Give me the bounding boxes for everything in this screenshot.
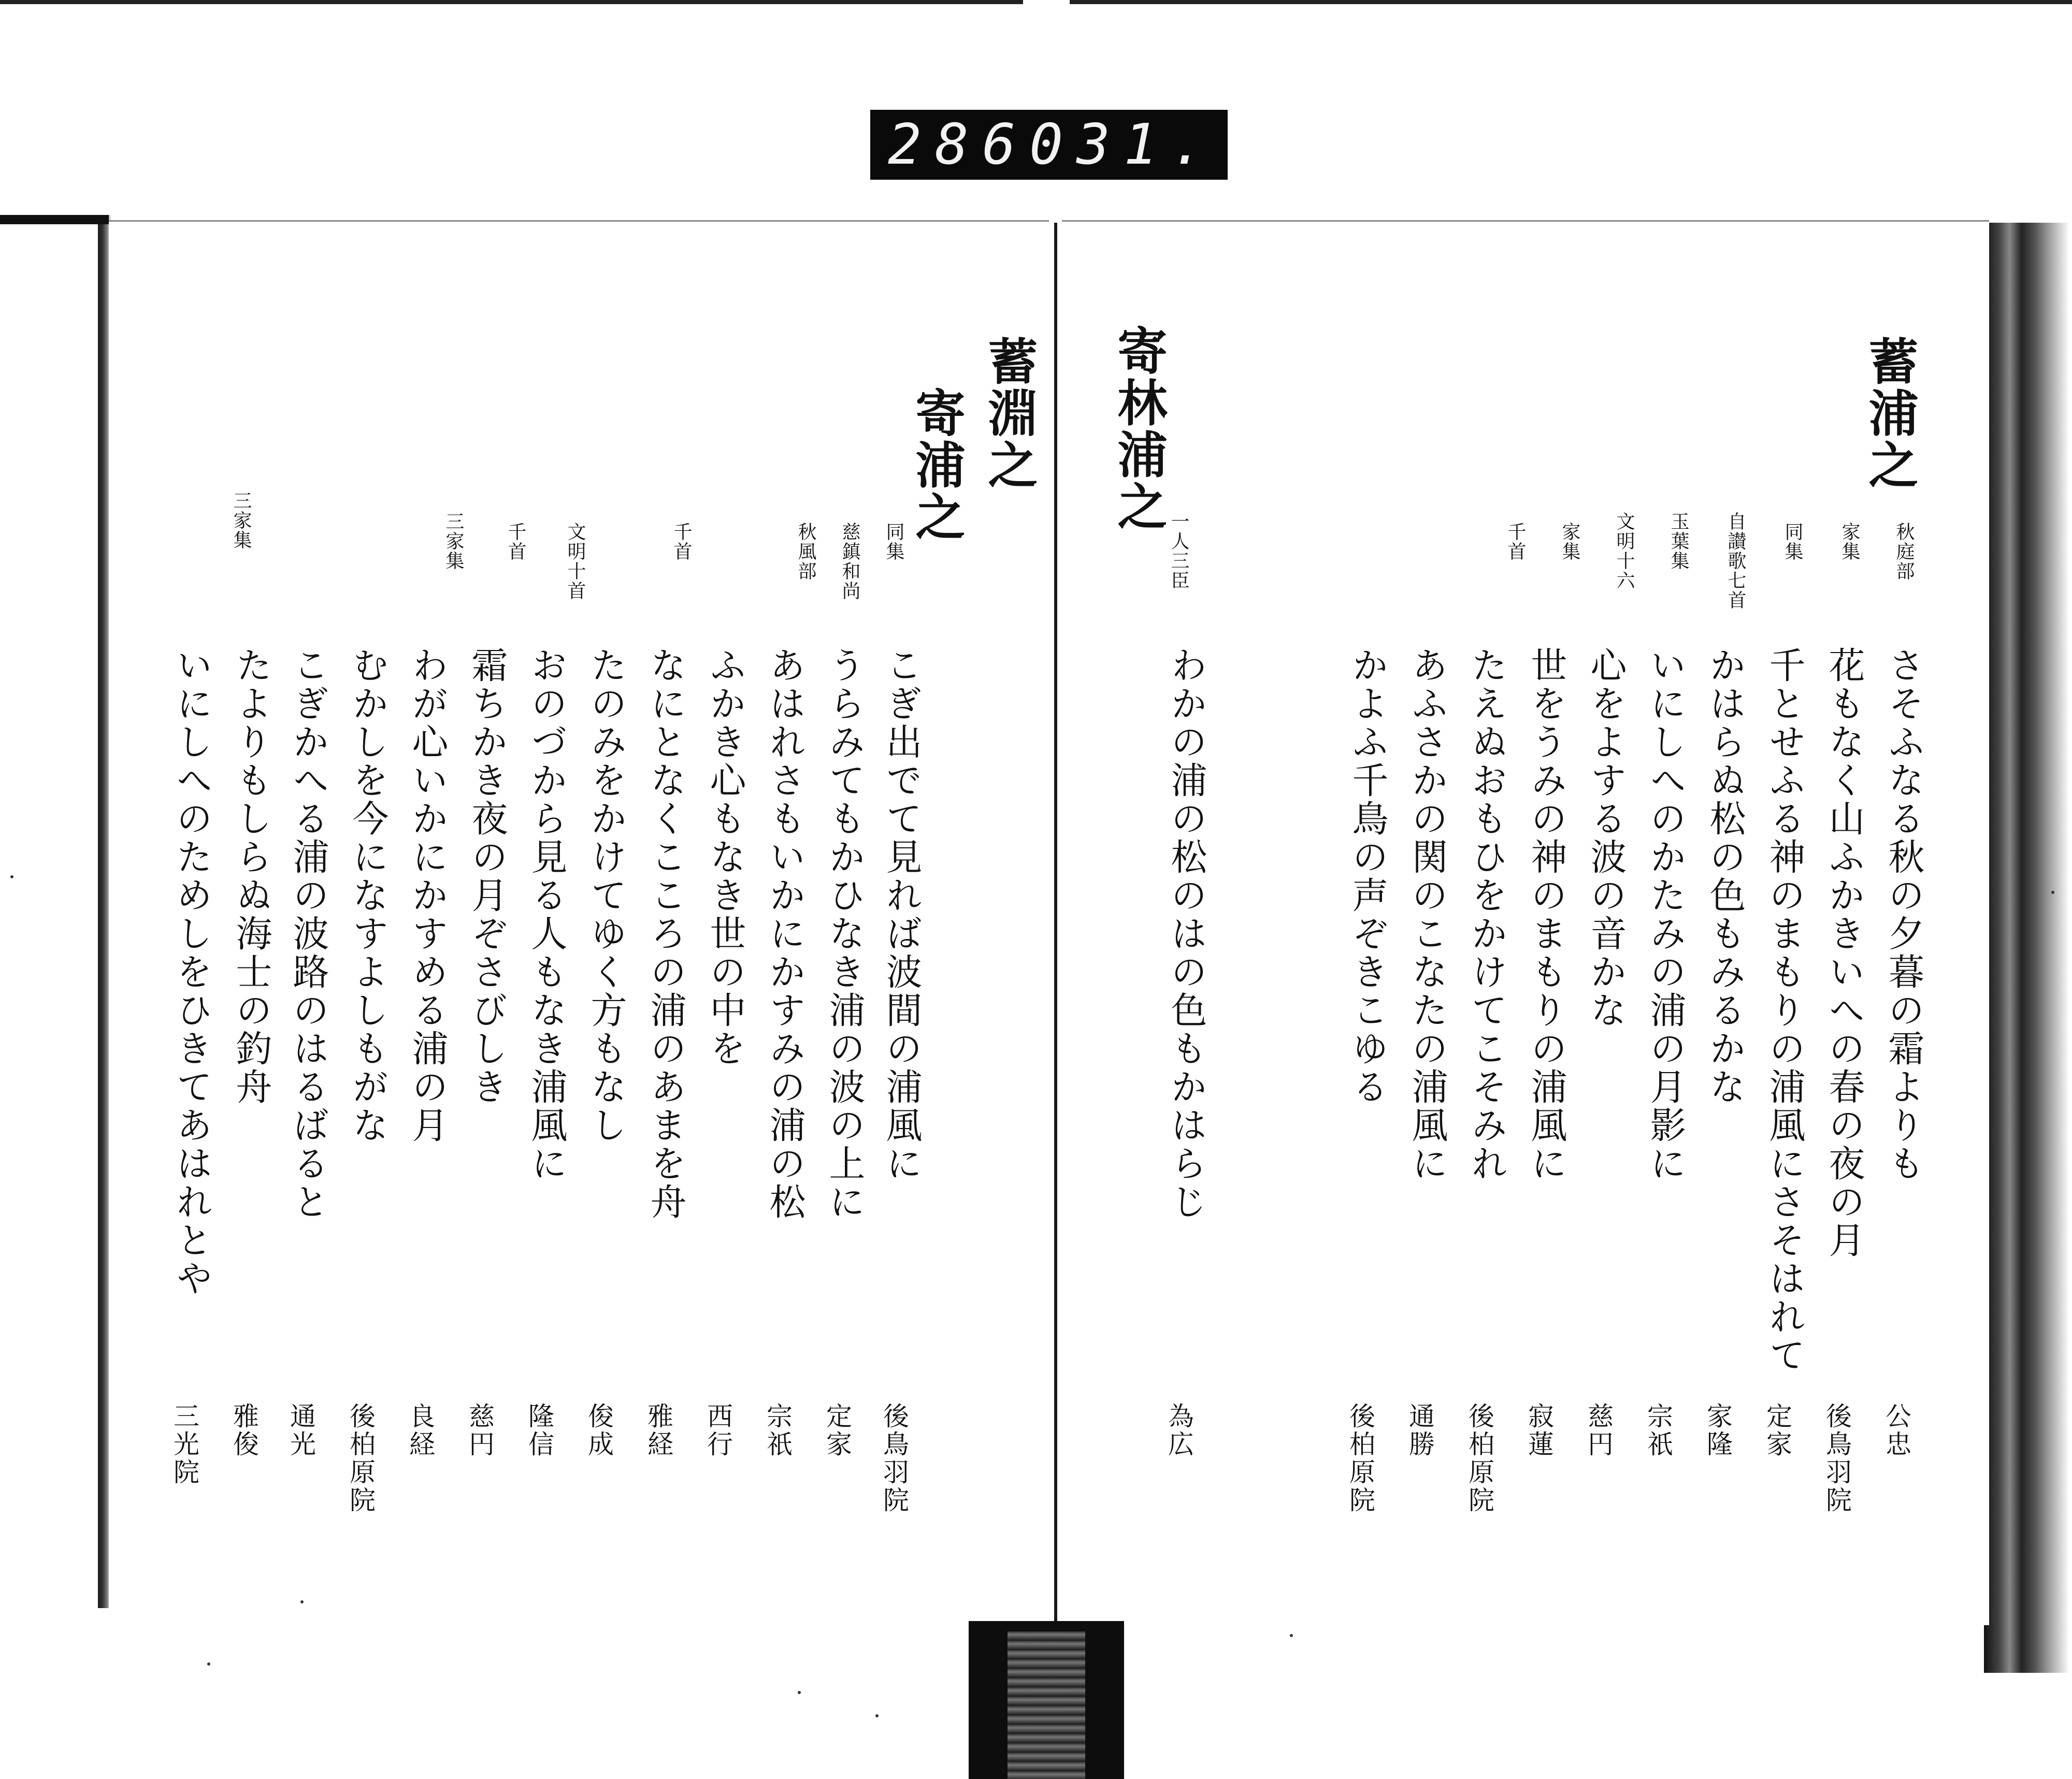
left-verse: うらみてもかひなき浦の波の上に xyxy=(823,646,866,1221)
left-author: 三光院 xyxy=(169,1402,199,1486)
left-author: 西行 xyxy=(703,1402,733,1458)
open-book xyxy=(0,207,2072,1779)
scan-speck xyxy=(300,1600,304,1603)
left-verse: こぎかへる浦の波路のはるばると xyxy=(287,646,329,1221)
left-author: 隆信 xyxy=(524,1402,554,1458)
right-page-subtitle: 寄林浦之 xyxy=(1110,325,1168,532)
right-author: 慈円 xyxy=(1584,1402,1614,1458)
left-verse: いにしへのためしをひきてあはれとや xyxy=(170,646,213,1298)
left-verse: あはれさもいかにかすみの浦の松 xyxy=(764,646,806,1221)
left-author: 雅経 xyxy=(643,1402,673,1458)
left-verse: こぎ出でて見れば波間の浦風に xyxy=(880,646,923,1183)
left-author: 通光 xyxy=(286,1402,316,1458)
right-author: 為広 xyxy=(1164,1402,1194,1458)
left-page-edge xyxy=(0,215,111,1608)
right-verse: さそふなる秋の夕暮の霜よりも xyxy=(1882,646,1925,1183)
right-verse: あふさかの関のこなたの浦風に xyxy=(1406,646,1448,1183)
right-label: 同集 xyxy=(1782,522,1803,561)
right-author: 宗祇 xyxy=(1643,1402,1673,1458)
left-author: 後柏原院 xyxy=(346,1402,376,1514)
left-author: 良経 xyxy=(405,1402,435,1458)
left-label: 秋風部 xyxy=(795,522,816,581)
right-verse: わかの浦の松のはの色もかはらじ xyxy=(1165,646,1207,1221)
scan-speck xyxy=(875,1714,879,1717)
right-page-title: 蓄浦之 xyxy=(1861,336,1919,491)
right-page xyxy=(1062,220,1989,1625)
left-page-title: 蓄淵之 xyxy=(980,336,1039,491)
right-author: 後柏原院 xyxy=(1345,1402,1375,1514)
left-label: 文明十首 xyxy=(565,522,586,601)
right-page-edge xyxy=(1984,223,2069,1673)
right-author: 寂蓮 xyxy=(1524,1402,1554,1458)
right-author: 公忠 xyxy=(1881,1402,1911,1458)
right-author: 通勝 xyxy=(1405,1402,1435,1458)
frame-counter-left: 286 xyxy=(888,112,1030,177)
scan-speck xyxy=(1290,1634,1293,1637)
left-verse: 霜ちかき夜の月ぞさびしき xyxy=(466,646,508,1106)
left-author: 定家 xyxy=(822,1402,852,1458)
microfilm-frame-counter xyxy=(870,110,1228,180)
left-page-edge-top xyxy=(0,215,109,224)
right-verse: かよふ千鳥の声ぞきこゆる xyxy=(1346,646,1389,1106)
right-verse: いにしへのかたみの浦の月影に xyxy=(1644,646,1687,1183)
scan-speck xyxy=(207,1662,210,1666)
right-author: 後柏原院 xyxy=(1464,1402,1494,1514)
left-verse: たのみをかけてゆく方もなし xyxy=(585,646,627,1145)
left-label: 同集 xyxy=(883,522,904,561)
top-rule-gap xyxy=(1023,0,1070,4)
left-verse: むかしを今になすよしもがな xyxy=(347,646,389,1145)
left-verse: ふかき心もなき世の中を xyxy=(704,646,746,1068)
right-label: 玉葉集 xyxy=(1668,512,1689,571)
left-label: 慈鎮和尚 xyxy=(839,522,860,601)
left-verse: わが心いかにかすめる浦の月 xyxy=(406,646,449,1145)
left-label: 三家集 xyxy=(231,491,252,550)
scan-speck xyxy=(10,875,13,878)
scan-speck xyxy=(798,1691,801,1694)
book-gutter xyxy=(1054,223,1057,1621)
right-verse: たえぬおもひをかけてこそみれ xyxy=(1465,646,1508,1183)
left-author: 俊成 xyxy=(584,1402,614,1458)
right-label: 自讃歌七首 xyxy=(1725,512,1746,610)
left-page-subtitle: 寄浦之 xyxy=(908,387,966,543)
left-label: 千首 xyxy=(671,522,692,561)
right-verse: 世をうみの神のまもりの浦風に xyxy=(1525,646,1567,1183)
left-label: 千首 xyxy=(505,522,526,561)
right-verse: かはらぬ松の色もみるかな xyxy=(1704,646,1746,1106)
right-label: 秋庭部 xyxy=(1893,522,1915,581)
left-author: 後鳥羽院 xyxy=(879,1402,909,1514)
left-verse: たよりもしらぬ海士の釣舟 xyxy=(230,646,272,1106)
right-verse: 花もなく山ふかきいへの春の夜の月 xyxy=(1823,646,1865,1260)
right-label: 家集 xyxy=(1839,522,1860,561)
left-verse: おのづから見る人もなき浦風に xyxy=(525,646,568,1183)
left-page xyxy=(109,220,1049,1625)
right-verse: 千とせふる神のまもりの浦風にさそはれて xyxy=(1763,646,1806,1375)
right-label: 千首 xyxy=(1505,522,1526,561)
left-verse: なにとなくこころの浦のあまを舟 xyxy=(644,646,687,1221)
left-author: 慈円 xyxy=(465,1402,495,1458)
left-author: 宗祇 xyxy=(762,1402,793,1458)
right-author: 家隆 xyxy=(1703,1402,1733,1458)
scan-speck xyxy=(2051,891,2054,894)
right-label: 文明十六 xyxy=(1614,512,1635,590)
frame-counter-right: 031. xyxy=(1029,112,1218,177)
binding-shadow xyxy=(969,1621,1124,1779)
right-author: 後鳥羽院 xyxy=(1822,1402,1852,1514)
right-author: 定家 xyxy=(1762,1402,1792,1458)
right-label: 一人三臣 xyxy=(1168,512,1189,590)
left-label: 三家集 xyxy=(443,512,464,571)
left-author: 雅俊 xyxy=(229,1402,259,1458)
right-verse: 心をよする波の音かな xyxy=(1585,646,1627,1030)
right-label: 家集 xyxy=(1559,522,1580,561)
